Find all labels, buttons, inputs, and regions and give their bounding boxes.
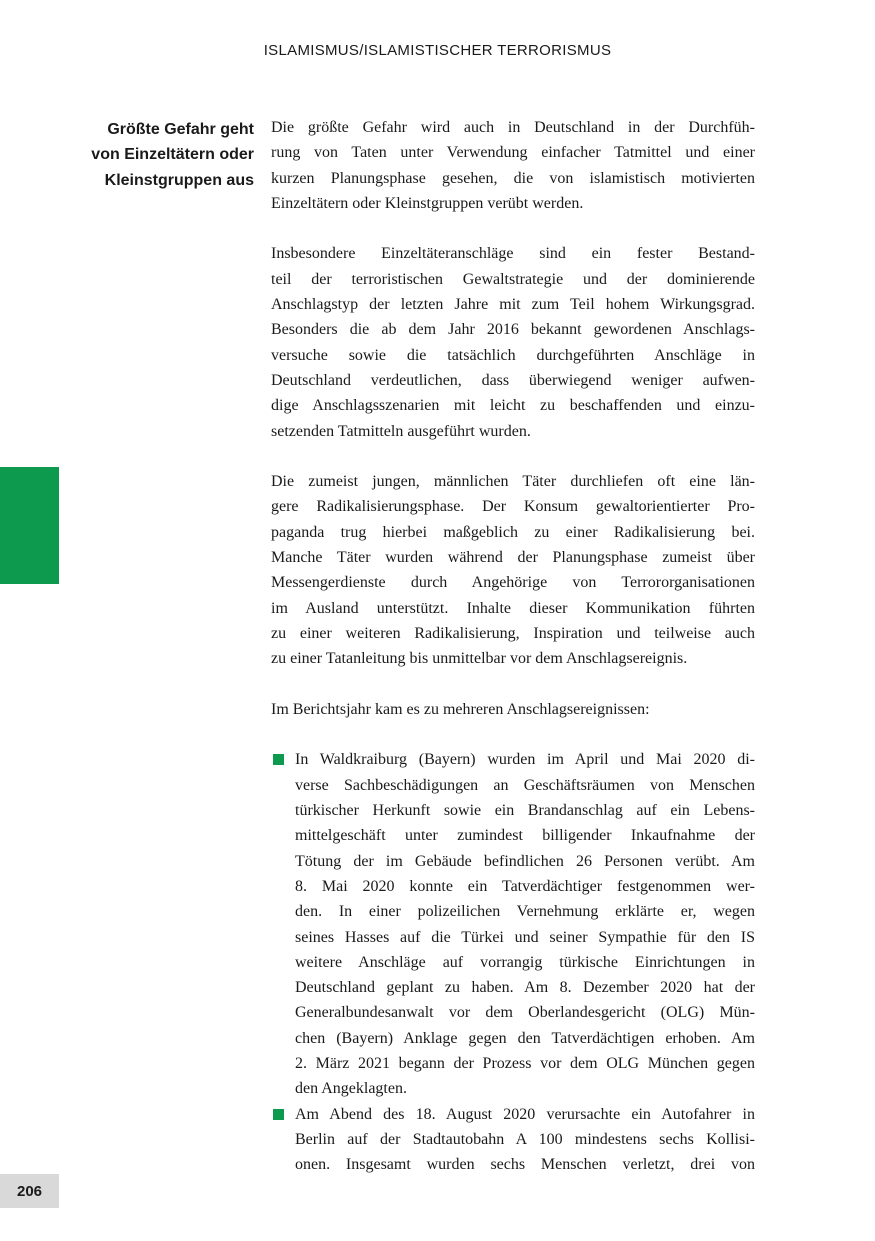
text-line: weitere Anschläge auf vorrangig türkische Einrichtungen in bbox=[295, 953, 755, 971]
paragraph-1 bbox=[271, 115, 755, 216]
text-line: den. In einer polizeilichen Vernehmung erklärte er, wegen bbox=[295, 903, 755, 921]
text-line: Insbesondere Einzeltäteranschläge sind ein fester Bestand- bbox=[271, 245, 755, 263]
side-heading-line: Größte Gefahr geht bbox=[107, 121, 254, 138]
paragraph-4 bbox=[271, 697, 755, 722]
text-line: 2. März 2021 begann der Prozess vor dem OLG München gegen bbox=[295, 1054, 755, 1072]
body-text bbox=[271, 115, 755, 1177]
green-square-bullet-icon bbox=[273, 1109, 284, 1120]
text-line: chen (Bayern) Anklage gegen den Tatverdächtigen erhoben. Am bbox=[295, 1029, 755, 1047]
text-line: Tötung der im Gebäude befindlichen 26 Personen verübt. Am bbox=[295, 852, 755, 870]
text-line: paganda trug hierbei maßgeblich zu einer Radikalisierung bei. bbox=[271, 523, 755, 541]
list-item bbox=[271, 747, 755, 1101]
green-square-bullet-icon bbox=[273, 754, 284, 765]
text-line: Deutschland geplant zu haben. Am 8. Dezember 2020 hat der bbox=[295, 979, 755, 997]
text-line: zu einer weiteren Radikalisierung, Inspiration und teilweise auch bbox=[271, 624, 755, 642]
text-line: setzenden Tatmitteln ausgeführt wurden. bbox=[271, 422, 531, 440]
text-line: Die größte Gefahr wird auch in Deutschland in der Durchfüh- bbox=[271, 119, 755, 136]
text-line: In Waldkraiburg (Bayern) wurden im April und Mai 2020 di- bbox=[295, 751, 755, 769]
text-line: türkischer Herkunft sowie ein Brandanschlag auf ein Lebens- bbox=[295, 802, 755, 820]
text-line: Am Abend des 18. August 2020 verursachte ein Autofahrer in bbox=[295, 1105, 755, 1123]
chapter-marker-tab bbox=[0, 467, 59, 584]
text-line: gere Radikalisierungsphase. Der Konsum gewaltorientierter Pro- bbox=[271, 498, 755, 516]
text-line: Generalbundesanwalt vor dem Oberlandesgericht (OLG) Mün- bbox=[295, 1004, 755, 1022]
text-line: 8. Mai 2020 konnte ein Tatverdächtiger festgenommen wer- bbox=[295, 877, 755, 895]
text-line: kurzen Planungsphase gesehen, die von islamistisch motivierten bbox=[271, 169, 755, 187]
side-heading-line: Kleinstgruppen aus bbox=[104, 171, 254, 189]
text-line: teil der terroristischen Gewaltstrategie und der dominierende bbox=[271, 270, 755, 288]
text-line: im Ausland unterstützt. Inhalte dieser Kommunikation führten bbox=[271, 599, 755, 617]
page-number: 206 bbox=[0, 1174, 59, 1208]
text-line: Berlin auf der Stadtautobahn A 100 mindestens sechs Kollisi- bbox=[295, 1130, 755, 1148]
text-line: dige Anschlagsszenarien mit leicht zu beschaffenden und einzu- bbox=[271, 397, 755, 415]
text-line: Im Berichtsjahr kam es zu mehreren Anschlagsereignissen: bbox=[271, 700, 650, 718]
running-header: ISLAMISMUS/ISLAMISTISCHER TERRORISMUS bbox=[263, 42, 612, 59]
side-heading-line: von Einzeltätern oder bbox=[91, 146, 254, 164]
text-line: rung von Taten unter Verwendung einfacher Tatmittel und einer bbox=[271, 144, 755, 162]
text-line: versuche sowie die tatsächlich durchgeführten Anschläge in bbox=[271, 346, 755, 364]
text-line: onen. Insgesamt wurden sechs Menschen verletzt, drei von bbox=[295, 1156, 755, 1174]
text-line: verse Sachbeschädigungen an Geschäftsräumen von Menschen bbox=[295, 776, 755, 794]
paragraph-2 bbox=[271, 241, 755, 443]
text-line: Messengerdienste durch Angehörige von Terrororganisationen bbox=[271, 574, 755, 592]
text-line: Manche Täter wurden während der Planungsphase zumeist über bbox=[271, 549, 755, 567]
incident-list bbox=[271, 747, 755, 1177]
text-line: zu einer Tatanleitung bis unmittelbar vor dem Anschlagsereignis. bbox=[271, 650, 688, 668]
side-heading bbox=[60, 117, 254, 193]
text-line: Die zumeist jungen, männlichen Täter durchliefen oft eine län- bbox=[271, 473, 755, 491]
text-line: Deutschland verdeutlichen, dass überwiegend weniger aufwen- bbox=[271, 371, 755, 389]
text-line: Einzeltätern oder Kleinstgruppen verübt werden. bbox=[271, 194, 584, 212]
text-line: seines Hasses auf die Türkei und seiner Sympathie für den IS bbox=[295, 928, 755, 946]
text-line: Besonders die ab dem Jahr 2016 bekannt gewordenen Anschlags- bbox=[271, 321, 755, 339]
text-line: Anschlagstyp der letzten Jahre mit zum Teil hohem Wirkungsgrad. bbox=[271, 296, 755, 314]
paragraph-3 bbox=[271, 469, 755, 671]
list-item bbox=[271, 1102, 755, 1178]
text-line: mittelgeschäft unter zumindest billigender Inkaufnahme der bbox=[295, 827, 755, 845]
text-line: den Angeklagten. bbox=[295, 1080, 407, 1098]
